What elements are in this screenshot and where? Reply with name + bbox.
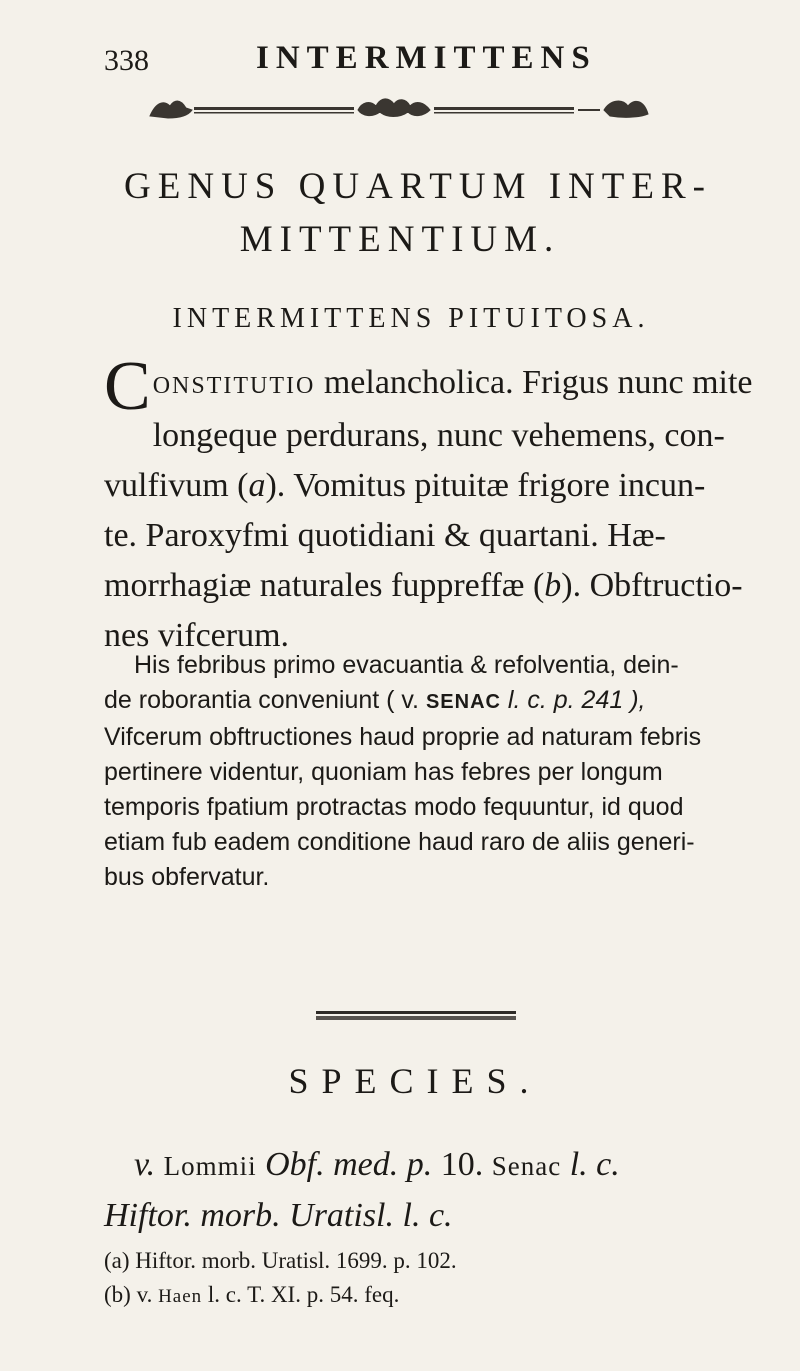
ref-page-1: 10. <box>432 1146 492 1183</box>
ref-author-senac: Senac <box>491 1151 562 1181</box>
genus-title-line-2: MITTENTIUM. <box>239 219 561 260</box>
footnote-mark-b: b <box>544 567 562 604</box>
note-line-3: Vifcerum obftructiones haud proprie ad naturam febris <box>104 723 702 751</box>
description-line-5-start: morrhagiæ naturales fuppreffæ ( <box>104 567 545 604</box>
description-line-5-end: ). Obftructio- <box>561 567 743 604</box>
footnotes <box>104 1244 780 1314</box>
footnote-b <box>104 1278 780 1314</box>
footnote-mark-a: a <box>248 467 266 504</box>
headpiece-ornament <box>148 96 650 122</box>
species-heading: SPECIES. <box>288 1061 542 1101</box>
description-paragraph <box>104 348 780 661</box>
species-name: INTERMITTENS PITUITOSA. <box>172 303 650 334</box>
first-word-rest: ONSTITUTIO <box>152 373 316 399</box>
running-title: INTERMITTENS <box>256 40 597 76</box>
note-line-4: pertinere videntur, quoniam has febres per longum <box>104 758 663 786</box>
description-line-2: longeque perdurans, nunc vehemens, con- <box>152 417 725 454</box>
running-head <box>104 40 664 80</box>
note-line-7: bus obfervatur. <box>104 863 270 891</box>
ref-work-1: Obf. med. p. <box>256 1146 433 1183</box>
drop-cap: C <box>104 348 151 425</box>
note-author-senac: SENAC <box>425 691 501 713</box>
description-line-6: nes vifcerum. <box>104 617 290 654</box>
reference-line-1 <box>104 1140 780 1191</box>
note-line-6: etiam fub eadem conditione haud raro de aliis generi- <box>104 828 695 856</box>
commentary-paragraph <box>104 648 780 895</box>
footnote-b-author: Haen <box>158 1286 203 1307</box>
page-number: 338 <box>104 44 149 77</box>
genus-title-line-1: GENUS QUARTUM INTER- <box>124 166 712 207</box>
description-line-3-start: vulfivum ( <box>104 467 249 504</box>
footnote-a: (a) Hiftor. morb. Uratisl. 1699. p. 102. <box>104 1248 457 1273</box>
description-line-3-end: ). Vomitus pituitæ frigore incun- <box>265 467 706 504</box>
reference-line-2: Hiftor. morb. Uratisl. l. c. <box>104 1197 453 1234</box>
ref-author-lommii: Lommii <box>163 1151 257 1181</box>
ref-v: v. <box>134 1146 164 1183</box>
ref-lc: l. c. <box>561 1146 620 1183</box>
footnote-b-prefix: (b) v. <box>104 1282 159 1307</box>
description-line-4: te. Paroxyfmi quotidiani & quartani. Hæ- <box>104 517 666 554</box>
genus-title <box>0 160 800 266</box>
footnote-b-rest: l. c. T. XI. p. 54. feq. <box>202 1282 400 1307</box>
note-line-2b: l. c. p. 241 ), <box>500 686 646 714</box>
section-divider <box>316 1010 516 1022</box>
note-line-1: His febribus primo evacuantia & refolventia, dein- <box>134 651 679 679</box>
reference-block <box>104 1140 780 1241</box>
note-line-2a: de roborantia conveniunt ( v. <box>104 686 426 714</box>
note-line-5: temporis fpatium protractas modo fequuntur, id quod <box>104 793 684 821</box>
description-line-1: melancholica. Frigus nunc mite <box>315 364 753 401</box>
